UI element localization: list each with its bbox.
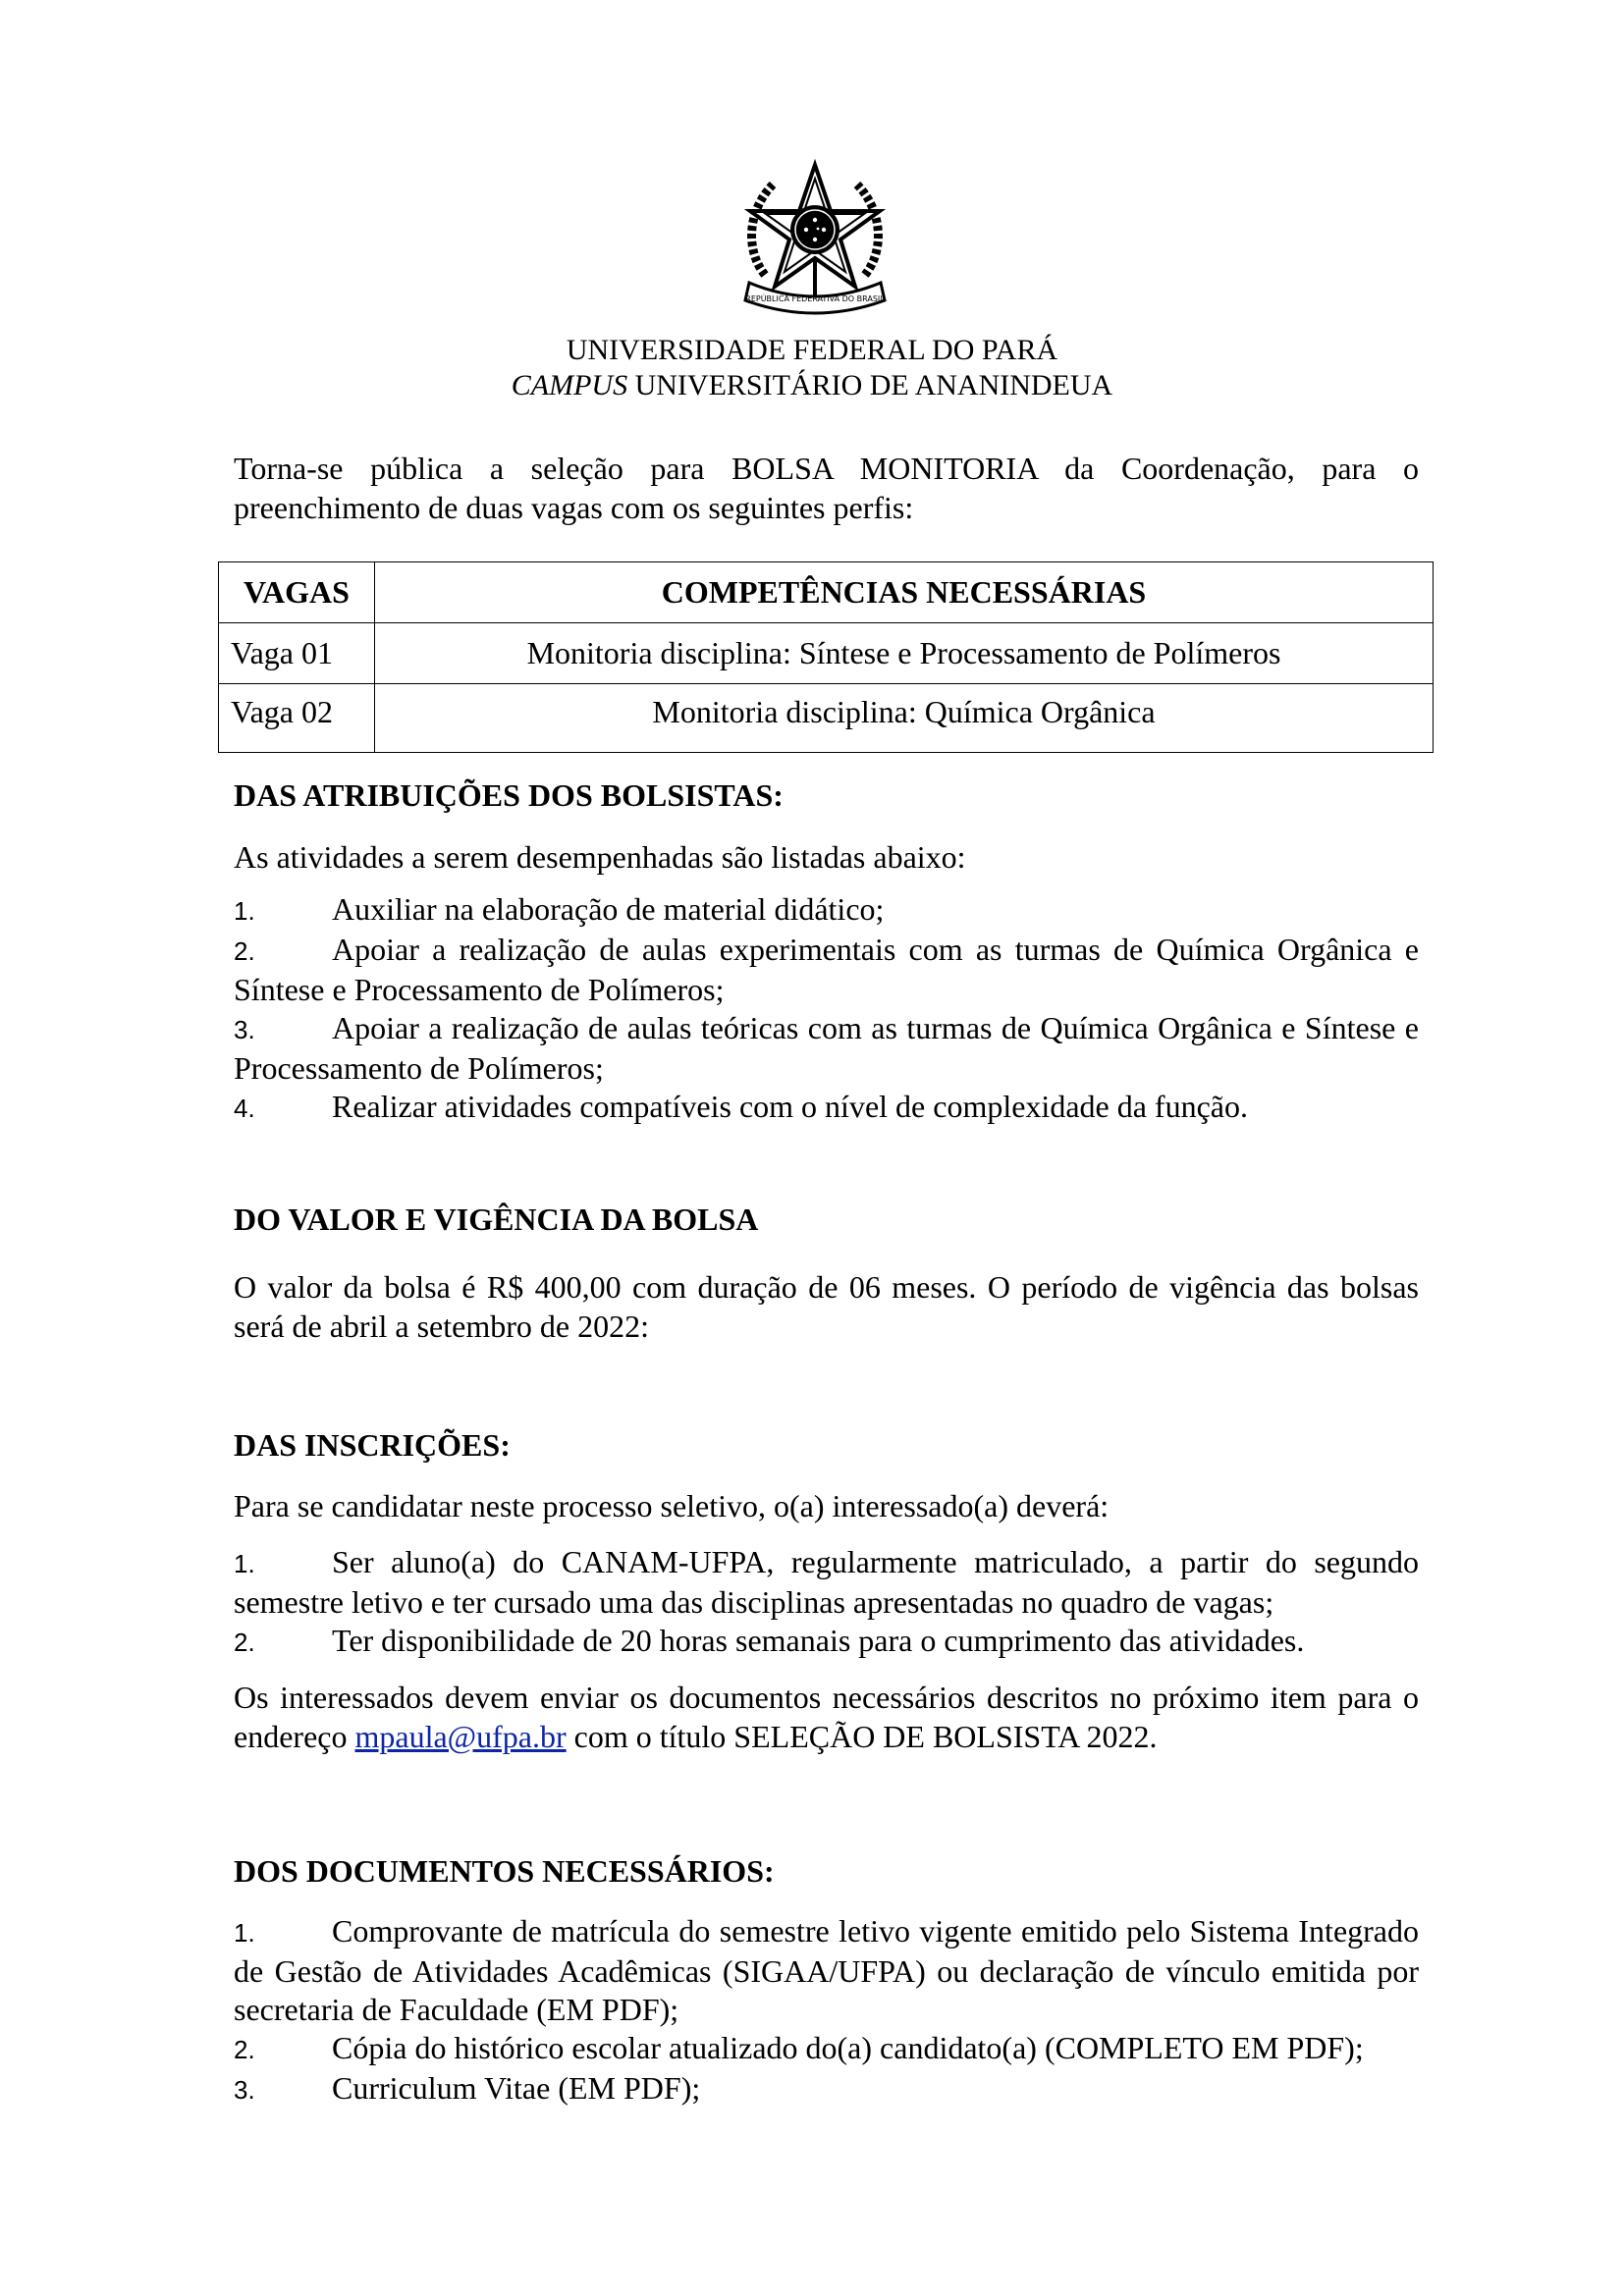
list-item: 4. Realizar atividades compatíveis com o nível de complexidade da função. <box>234 1089 1248 1124</box>
atribuicoes-section <box>234 775 1419 1128</box>
header-competencias: COMPETÊNCIAS NECESSÁRIAS <box>375 562 1434 623</box>
valor-paragraph: O valor da bolsa é R$ 400,00 com duração de 06 meses. O período de vigência das bolsas será de abril a setembro de 2022: <box>234 1269 1419 1344</box>
list-item: 3. Apoiar a realização de aulas teóricas com as turmas de Química Orgânica e Síntese e Processamento de Polímeros; <box>234 1010 1419 1086</box>
list-item: 1. Comprovante de matrícula do semestre letivo vigente emitido pelo Sistema Integrado de Gestão de Atividades Acadêmicas (SIGAA/UFPA) ou declaração de vínculo emitida por secretaria de Faculdade (EM PDF); <box>234 1913 1419 2027</box>
table-header-row <box>219 562 1434 623</box>
table-row <box>219 623 1434 684</box>
campus-italic: CAMPUS <box>511 369 628 401</box>
section-intro: Para se candidatar neste processo seletivo, o(a) interessado(a) deverá: <box>234 1488 1110 1523</box>
send-instructions: Os interessados devem enviar os documentos necessários descritos no próximo item para o endereço mpaula@ufpa.br com o título SELEÇÃO DE BOLSISTA 2022. <box>234 1680 1419 1754</box>
intro-section <box>234 449 1419 527</box>
list-item: 2. Cópia do histórico escolar atualizado do(a) candidato(a) (COMPLETO EM PDF); <box>234 2030 1364 2065</box>
inscricoes-section <box>234 1425 1419 1756</box>
valor-section <box>234 1200 1419 1346</box>
list-item: 3. Curriculum Vitae (EM PDF); <box>234 2070 701 2106</box>
list-item: 1. Ser aluno(a) do CANAM-UFPA, regularmente matriculado, a partir do segundo semestre letivo e ter cursado uma das disciplinas apresentadas no quadro de vagas; <box>234 1544 1419 1620</box>
section-heading: DOS DOCUMENTOS NECESSÁRIOS: <box>234 1853 775 1889</box>
atribuicoes-list <box>234 890 1419 1128</box>
section-heading: DAS ATRIBUIÇÕES DOS BOLSISTAS: <box>234 777 784 813</box>
university-name: UNIVERSIDADE FEDERAL DO PARÁ <box>566 334 1058 366</box>
vagas-table <box>218 561 1434 753</box>
header-vagas: VAGAS <box>219 562 375 623</box>
table-row <box>219 684 1434 753</box>
vaga-cell: Vaga 02 <box>219 684 375 753</box>
vaga-cell: Vaga 01 <box>219 623 375 684</box>
competencia-cell: Monitoria disciplina: Química Orgânica <box>375 684 1434 753</box>
email-link[interactable]: mpaula@ufpa.br <box>354 1719 567 1754</box>
list-item: 2. Ter disponibilidade de 20 horas semanais para o cumprimento das atividades. <box>234 1623 1305 1658</box>
documentos-section <box>234 1851 1419 2109</box>
documentos-list <box>234 1912 1419 2109</box>
competencia-cell: Monitoria disciplina: Síntese e Processamento de Polímeros <box>375 623 1434 684</box>
inscricoes-list <box>234 1543 1419 1662</box>
campus-name-rest: UNIVERSITÁRIO DE ANANINDEUA <box>627 369 1113 401</box>
list-item: 1. Auxiliar na elaboração de material didático; <box>234 891 885 927</box>
svg-text:REPÚBLICA FEDERATIVA DO BRASIL: REPÚBLICA FEDERATIVA DO BRASIL <box>745 294 885 303</box>
section-heading: DAS INSCRIÇÕES: <box>234 1427 511 1463</box>
brazil-coat-of-arms-icon <box>735 157 894 316</box>
section-heading: DO VALOR E VIGÊNCIA DA BOLSA <box>234 1201 759 1237</box>
intro-paragraph: Torna-se pública a seleção para BOLSA MONITORIA da Coordenação, para o preenchimento de duas vagas com os seguintes perfis: <box>234 451 1419 525</box>
list-item: 2. Apoiar a realização de aulas experimentais com as turmas de Química Orgânica e Síntese e Processamento de Polímeros; <box>234 932 1419 1007</box>
campus-name <box>0 368 1624 403</box>
section-intro: As atividades a serem desempenhadas são listadas abaixo: <box>234 839 966 875</box>
